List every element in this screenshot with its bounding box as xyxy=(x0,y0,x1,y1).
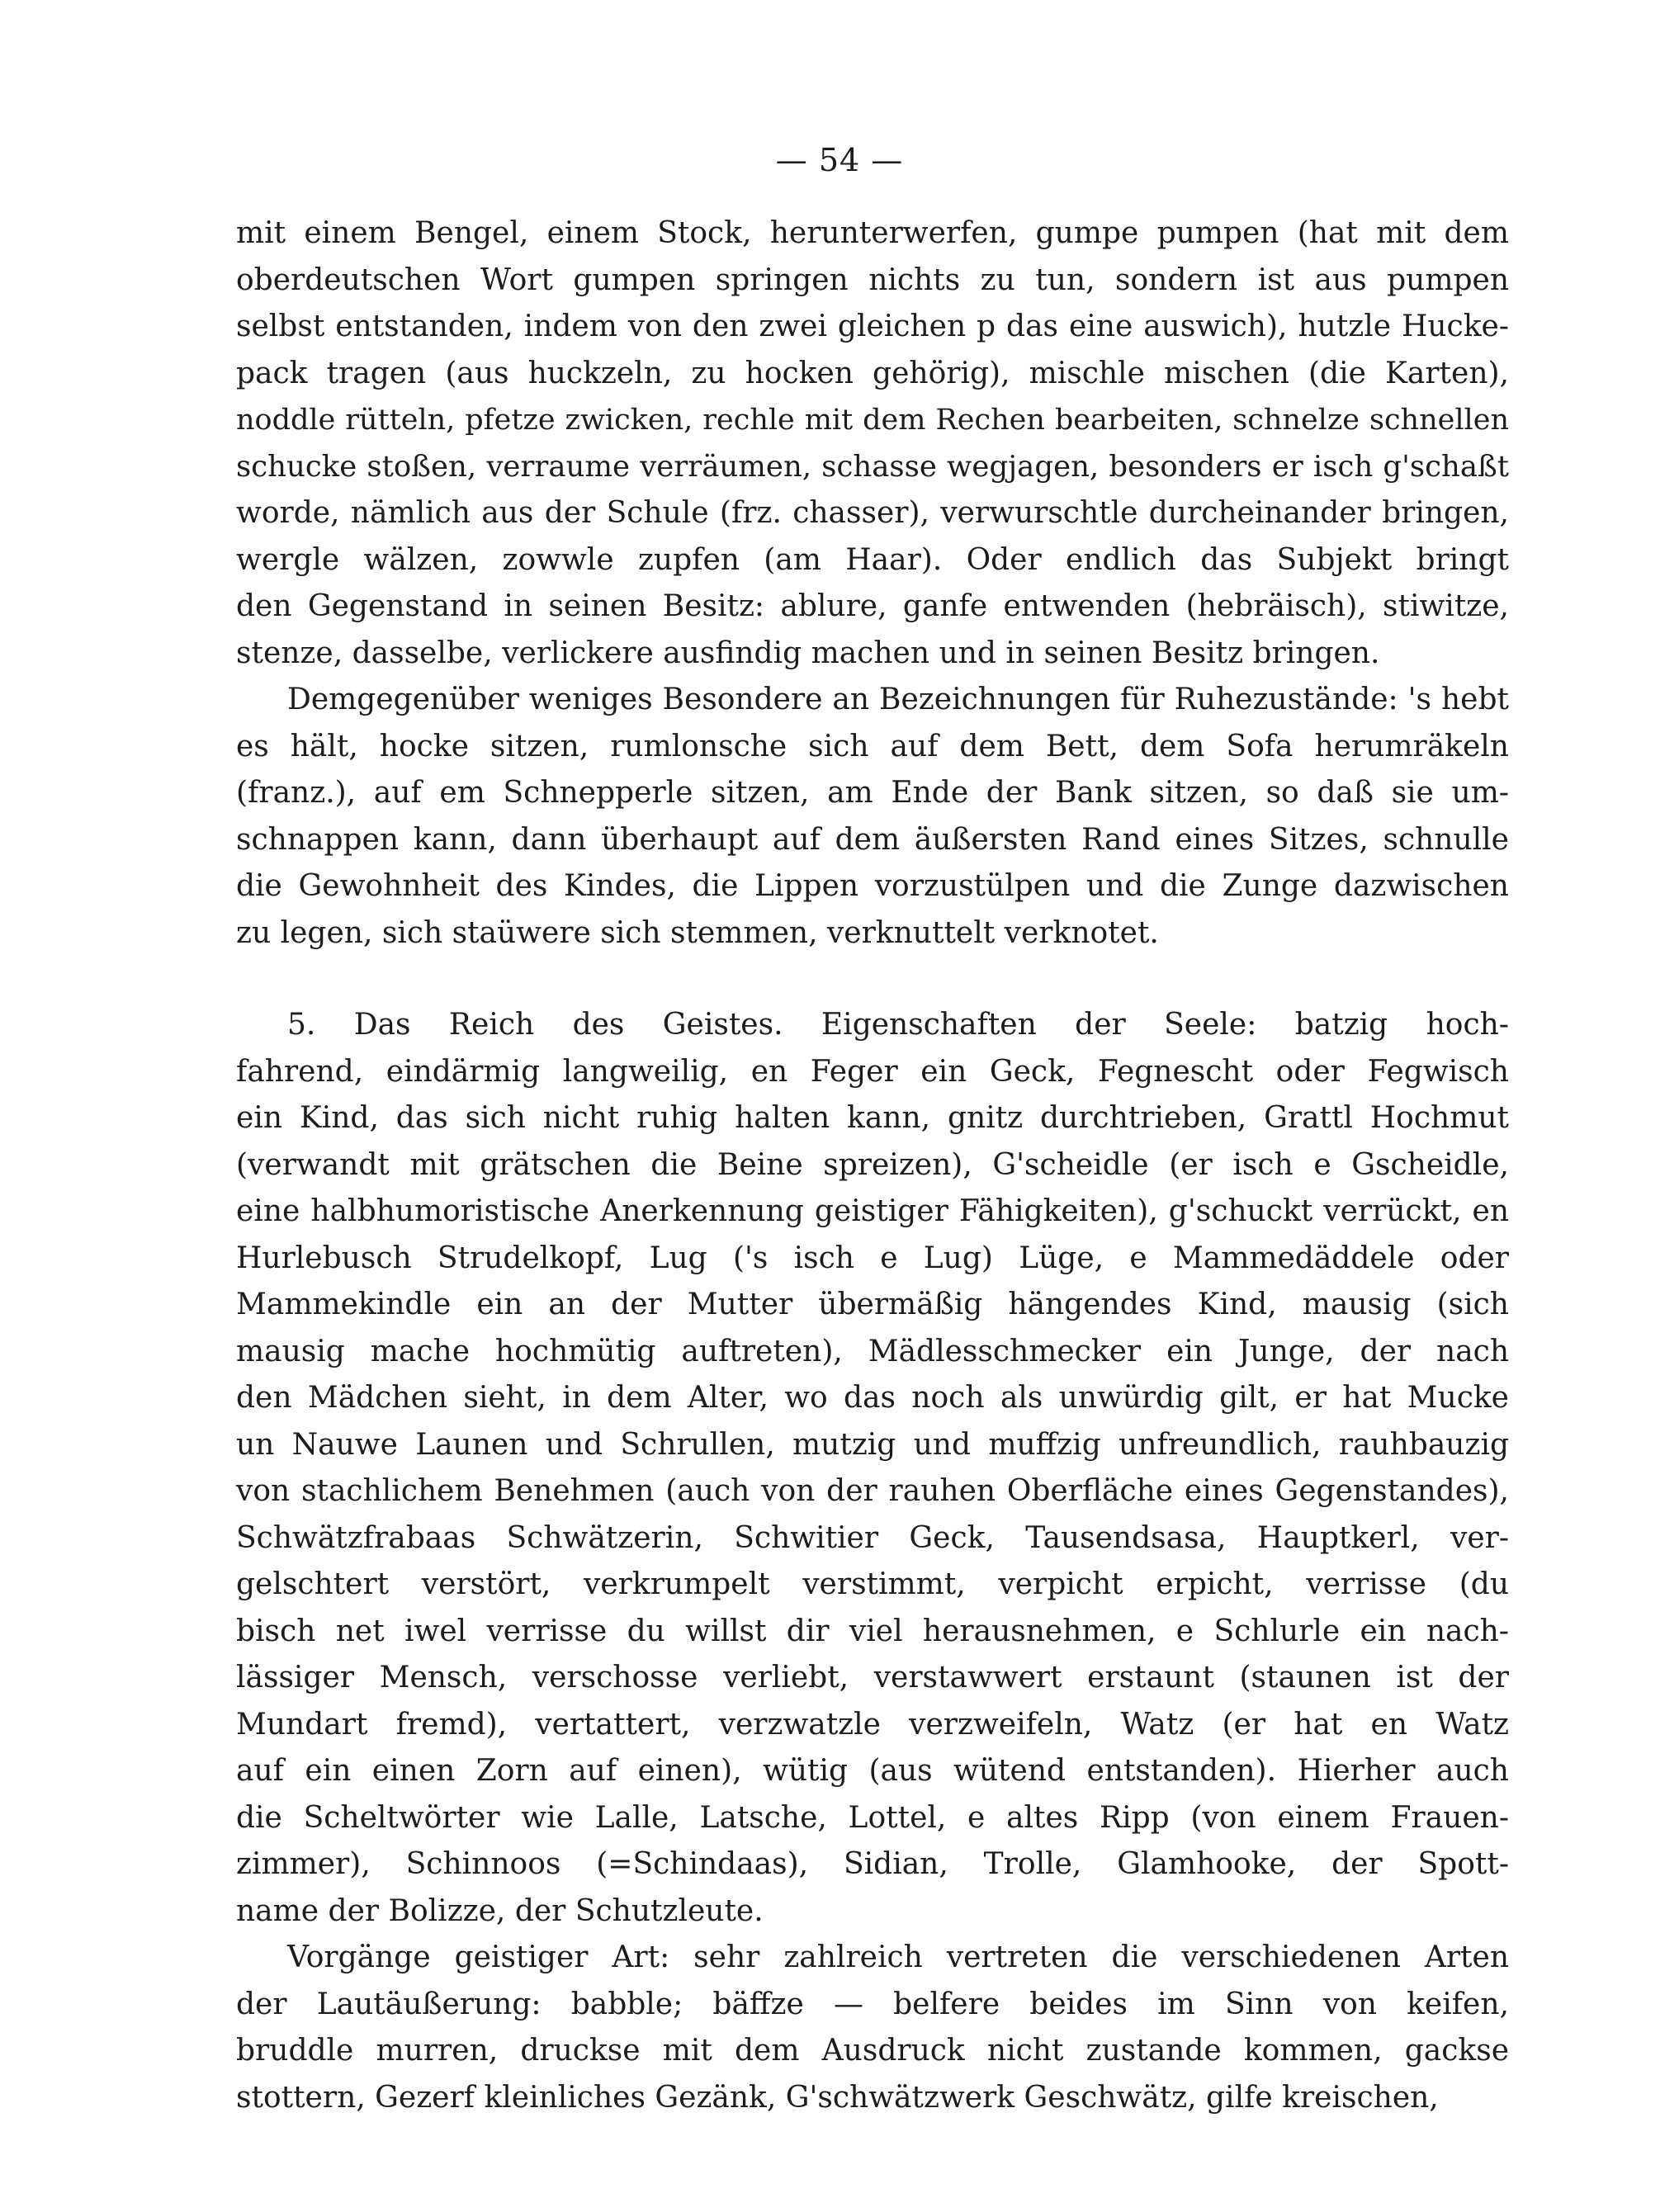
text-line: bisch net iwel verrisse du willst dir viel herausnehmen, e Schlurle ein nach- xyxy=(236,1614,1509,1648)
text-line: Mammekindle ein an der Mutter übermäßig hängendes Kind, mausig (sich xyxy=(236,1288,1509,1321)
text-line: (verwandt mit grätschen die Beine spreizen), G'scheidle (er isch e Gscheidle, xyxy=(236,1147,1509,1182)
text-line: stottern, Gezerf kleinliches Gezänk, G'schwätzwerk Geschwätz, gilfe kreischen, xyxy=(236,2080,1439,2115)
text-line: bruddle murren, druckse mit dem Ausdruck nicht zustande kommen, gackse xyxy=(236,2034,1509,2068)
text-line: worde, nämlich aus der Schule (frz. chasser), verwurschtle durcheinander bringen, xyxy=(236,496,1509,530)
text-line: oberdeutschen Wort gumpen springen nichts zu tun, sondern ist aus pumpen xyxy=(236,262,1509,297)
text-line: selbst entstanden, indem von den zwei gleichen p das eine auswich), hutzle Hucke- xyxy=(236,310,1509,343)
text-line: mit einem Bengel, einem Stock, herunterwerfen, gumpe pumpen (hat mit dem xyxy=(236,216,1509,250)
text-line: es hält, hocke sitzen, rumlonsche sich auf dem Bett, dem Sofa herumräkeln xyxy=(236,729,1509,763)
text-line: auf ein einen Zorn auf einen), wütig (aus wütend entstanden). Hierher auch xyxy=(236,1754,1509,1788)
text-line: schnappen kann, dann überhaupt auf dem äußersten Rand eines Sitzes, schnulle xyxy=(236,822,1509,857)
text-line: Hurlebusch Strudelkopf, Lug ('s isch e Lug) Lüge, e Mammedäddele oder xyxy=(236,1241,1509,1275)
text-line: den Mädchen sieht, in dem Alter, wo das noch als unwürdig gilt, er hat Mucke xyxy=(236,1381,1509,1415)
page-number: — 54 — xyxy=(775,142,904,178)
text-line: den Gegenstand in seinen Besitz: ablure, ganfe entwenden (hebräisch), stiwitze, xyxy=(236,589,1509,623)
text-line: pack tragen (aus huckzeln, zu hocken gehörig), mischle mischen (die Karten), xyxy=(236,356,1509,390)
text-line: gelschtert verstört, verkrumpelt verstimmt, verpicht erpicht, verrisse (du xyxy=(236,1567,1509,1601)
text-line: zu legen, sich staüwere sich stemmen, verknuttelt verknotet. xyxy=(236,915,1159,950)
text-line: fahrend, eindärmig langweilig, en Feger ein Geck, Fegnescht oder Fegwisch xyxy=(236,1054,1509,1089)
text-line: schucke stoßen, verraume verräumen, schasse wegjagen, besonders er isch g'schaßt xyxy=(236,449,1509,484)
text-line: zimmer), Schinnoos (=Schindaas), Sidian, Trolle, Glamhooke, der Spott- xyxy=(236,1847,1509,1881)
text-line: Demgegenüber weniges Besondere an Bezeichnungen für Ruhezustände: 's hebt xyxy=(287,683,1509,716)
text-line: name der Bolizze, der Schutzleute. xyxy=(236,1893,764,1928)
text-line: Vorgänge geistiger Art: sehr zahlreich vertreten die verschiedenen Arten xyxy=(287,1940,1509,1974)
text-line: ein Kind, das sich nicht ruhig halten kann, gnitz durchtrieben, Grattl Hochmut xyxy=(236,1101,1509,1135)
section-gap xyxy=(236,957,1509,1002)
text-line: 5. Das Reich des Geistes. Eigenschaften der Seele: batzig hoch- xyxy=(287,1008,1509,1042)
text-line: stenze, dasselbe, verlickere ausfindig machen und in seinen Besitz bringen. xyxy=(236,636,1380,670)
text-line: Schwätzfrabaas Schwätzerin, Schwitier Geck, Tausendsasa, Hauptkerl, ver- xyxy=(236,1520,1509,1555)
text-line: Mundart fremd), vertattert, verzwatzle verzweifeln, Watz (er hat en Watz xyxy=(236,1707,1509,1742)
text-line: der Lautäußerung: babble; bäffze — belfere beides im Sinn von keifen, xyxy=(236,1987,1509,2021)
text-line: wergle wälzen, zowwle zupfen (am Haar). Oder endlich das Subjekt bringt xyxy=(236,542,1509,577)
text-line: (franz.), auf em Schnepperle sitzen, am Ende der Bank sitzen, so daß sie um- xyxy=(236,776,1509,810)
body-text xyxy=(236,210,1509,2121)
paragraph xyxy=(236,210,1509,677)
text-line: die Gewohnheit des Kindes, die Lippen vorzustülpen und die Zunge dazwischen xyxy=(236,869,1509,903)
paragraph xyxy=(236,1002,1509,1935)
paragraph xyxy=(236,677,1509,957)
text-line: lässiger Mensch, verschosse verliebt, verstawwert erstaunt (staunen ist der xyxy=(236,1661,1509,1694)
text-line: die Scheltwörter wie Lalle, Latsche, Lottel, e altes Ripp (von einem Frauen- xyxy=(236,1800,1509,1835)
text-line: noddle rütteln, pfetze zwicken, rechle mit dem Rechen bearbeiten, schnelze schnellen xyxy=(236,404,1509,437)
paragraph xyxy=(236,1935,1509,2121)
text-line: un Nauwe Launen und Schrullen, mutzig und muffzig unfreundlich, rauhbauzig xyxy=(236,1427,1509,1462)
text-line: mausig mache hochmütig auftreten), Mädlesschmecker ein Junge, der nach xyxy=(236,1334,1509,1368)
text-line: von stachlichem Benehmen (auch von der rauhen Oberfläche eines Gegenstandes), xyxy=(236,1474,1509,1508)
text-line: eine halbhumoristische Anerkennung geistiger Fähigkeiten), g'schuckt verrückt, en xyxy=(236,1194,1509,1228)
